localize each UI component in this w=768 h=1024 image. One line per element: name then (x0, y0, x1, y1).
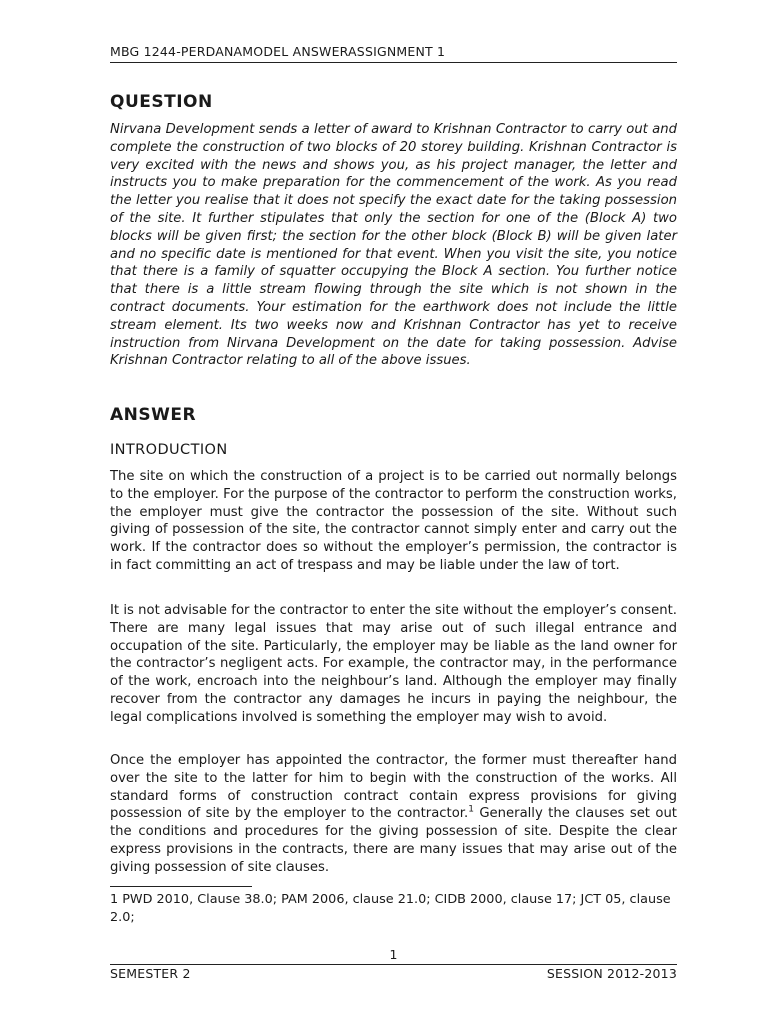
paragraph-text: Once the employer has appointed the contractor, the former must thereafter hand over the site to the latter for him to begin with the construction of the works. All standard forms of construction contract contain express provisions for giving possession of site by the employer to the contractor. (110, 753, 677, 822)
answer-paragraph: It is not advisable for the contractor to enter the site without the employer’s consent. There are many legal issues that may arise out of such illegal entrance and occupation of the site. Particularly, the employer may be liable as the land owner for the contractor’s negligent acts. For example, the contractor may, in the performance of the work, encroach into the neighbour’s land. Although the employer may finally recover from the contractor any damages he incurs in paying the neighbour, the legal complications involved is something the employer may wish to avoid. (110, 603, 677, 725)
footer-semester: SEMESTER 2 (110, 966, 191, 981)
answer-heading: ANSWER (110, 405, 197, 425)
document-page (110, 0, 677, 1024)
footnote-reference[interactable]: 1 (468, 805, 474, 815)
paragraph-text: Generally the clauses set out the conditions and procedures for the giving possession of site. Despite the clear express provisions in the contracts, there are many issues that may arise out of the giving possession of site clauses. (110, 806, 677, 875)
page-header: MBG 1244-PERDANAMODEL ANSWERASSIGNMENT 1 (110, 44, 677, 63)
footer-session: SESSION 2012-2013 (546, 966, 677, 981)
footnote-divider (110, 886, 252, 887)
page-number: 1 (389, 947, 398, 962)
answer-paragraph: The site on which the construction of a project is to be carried out normally belongs to the employer. For the purpose of the contractor to perform the construction works, the employer must give the contractor the possession of the site. Without such giving of possession of the site, the contractor cannot simply enter and carry out the work. If the contractor does so without the employer’s permission, the contractor is in fact committing an act of trespass and may be liable under the law of tort. (110, 469, 677, 573)
answer-paragraph (110, 752, 677, 877)
question-heading: QUESTION (110, 92, 213, 112)
footer-divider (110, 964, 677, 965)
footnote: 1 PWD 2010, Clause 38.0; PAM 2006, clause 21.0; CIDB 2000, clause 17; JCT 05, clause 2.0; (110, 892, 671, 925)
introduction-heading: INTRODUCTION (110, 442, 228, 458)
question-text: Nirvana Development sends a letter of award to Krishnan Contractor to carry out and complete the construction of two blocks of 20 storey building. Krishnan Contractor is very excited with the news and shows you, as his project manager, the letter and instructs you to make preparation for the commencement of the work. As you read the letter you realise that it does not specify the exact date for the taking possession of the site. It further stipulates that only the section for one of the (Block A) two blocks will be given first; the section for the other block (Block B) will be given later and no specific date is mentioned for that event. When you visit the site, you notice that there is a family of squatter occupying the Block A section. You further notice that there is a little stream flowing through the site which is not shown in the contract documents. Your estimation for the earthwork does not include the little stream element. Its two weeks now and Krishnan Contractor has yet to receive instruction from Nirvana Development on the date for taking possession. Advise Krishnan Contractor relating to all of the above issues. (110, 122, 677, 369)
